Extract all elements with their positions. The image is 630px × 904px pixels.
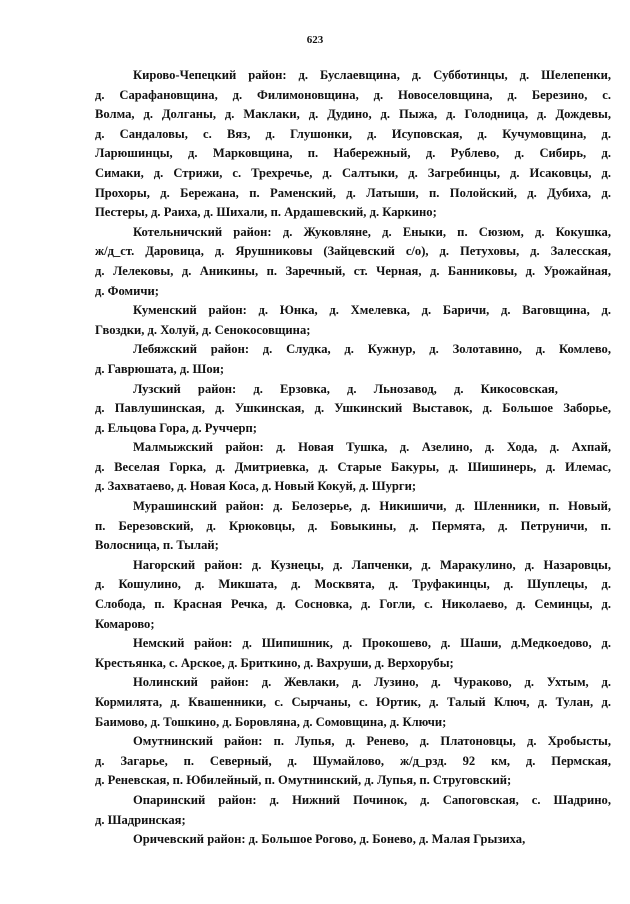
text-line: Кирово-Чепецкий район: д. Буслаевщина, д. Субботинцы, д. Шелепенки, — [133, 68, 611, 82]
text-line: Лебяжский район: д. Слудка, д. Кужнур, д. Золотавино, д. Комлево, — [133, 342, 611, 357]
text-line: Крестьянка, с. Арское, д. Бриткино, д. Вахруши, д. Верхорубы; — [95, 655, 454, 670]
document-body — [95, 66, 611, 850]
text-line: Омутнинский район: п. Лупья, д. Ренево, д. Платоновцы, д. Хробысты, — [133, 734, 611, 749]
text-line: д. Захватаево, д. Новая Коса, д. Новый Кокуй, д. Шурги; — [95, 479, 417, 494]
text-line: Симаки, д. Стрижи, с. Трехречье, д. Салтыки, д. Загребинцы, д. Исаковцы, д. — [95, 165, 611, 180]
text-line: д. Фомичи; — [95, 283, 159, 298]
text-line: д. Веселая Горка, д. Дмитриевка, д. Старые Бакуры, д. Шишинерь, д. Илемас, — [95, 459, 611, 474]
text-line: Пестеры, д. Раиха, д. Шихали, п. Ардашевский, д. Каркино; — [95, 205, 437, 220]
text-line: д. Павлушинская, д. Ушкинская, д. Ушкинский Выставок, д. Большое Заборье, — [95, 401, 611, 416]
text-line: д. Ельцова Гора, д. Руччерп; — [95, 420, 257, 435]
text-line: Нолинский район: д. Жевлаки, д. Лузино, д. Чураково, д. Ухтым, д. — [133, 675, 611, 690]
text-line: ж/д_ст. Даровица, д. Ярушниковы (Зайцевский с/о), д. Петуховы, д. Залесская, — [95, 244, 611, 259]
text-line: Кормилята, д. Квашенники, с. Сырчаны, с. Юртик, д. Талый Ключ, д. Тулан, д. — [95, 695, 611, 709]
text-line: Слобода, п. Красная Речка, д. Сосновка, д. Гогли, с. Николаево, д. Семинцы, д. — [95, 597, 611, 612]
text-line: Гвоздки, д. Холуй, д. Сенокосовщина; — [95, 322, 311, 337]
text-line: Волма, д. Долганы, д. Маклаки, д. Дудино, д. Пыжа, д. Голодница, д. Дождевы, — [95, 107, 611, 122]
text-line: Нагорский район: д. Кузнецы, д. Лапченки, д. Маракулино, д. Назаровцы, — [133, 557, 611, 572]
page-number: 623 — [306, 34, 324, 46]
text-line: Оричевский район: д. Большое Рогово, д. Бонево, д. Малая Грызиха, — [133, 832, 526, 847]
text-line: Баимово, д. Тошкино, д. Боровляна, д. Сомовщина, д. Ключи; — [95, 714, 447, 729]
text-line: Куменский район: д. Юнка, д. Хмелевка, д. Баричи, д. Ваговщина, д. — [133, 303, 611, 318]
text-line: Прохоры, д. Бережана, п. Раменский, д. Латыши, п. Полойский, д. Дубиха, д. — [95, 185, 611, 200]
text-line: Лузский район: д. Ерзовка, д. Льнозавод, д. Кикосовская, — [133, 381, 558, 396]
text-line: д. Шадринская; — [95, 812, 186, 827]
text-line: Мурашинский район: д. Белозерье, д. Никишичи, д. Шленники, п. Новый, — [133, 499, 611, 514]
text-line: д. Гаврюшата, д. Шои; — [95, 361, 225, 376]
text-line: Немский район: д. Шипишник, д. Прокошево, д. Шаши, д.Медкоедово, д. — [133, 636, 611, 651]
text-line: Волосница, п. Тылай; — [95, 538, 219, 553]
text-line: д. Реневская, п. Юбилейный, п. Омутнинский, д. Лупья, п. Струговский; — [95, 773, 512, 788]
text-line: д. Загарье, п. Северный, д. Шумайлово, ж/д_рзд. 92 км, д. Пермская, — [95, 753, 611, 768]
text-line: Котельничский район: д. Жуковляне, д. Еныки, п. Сюзюм, д. Кокушка, — [133, 224, 611, 239]
text-line: д. Кошулино, д. Микшата, д. Москвята, д. Труфакинцы, д. Шуплецы, д. — [95, 577, 611, 592]
text-line: Ларюшинцы, д. Марковщина, п. Набережный, д. Рублево, д. Сибирь, д. — [95, 146, 611, 161]
text-line: Комарово; — [95, 616, 155, 631]
text-line: Опаринский район: д. Нижний Починок, д. Сапоговская, с. Шадрино, — [133, 792, 611, 807]
text-line: д. Сандаловы, с. Вяз, д. Глушонки, д. Исуповская, д. Кучумовщина, д. — [95, 126, 611, 141]
text-line: Малмыжский район: д. Новая Тушка, д. Азелино, д. Хода, д. Ахпай, — [133, 440, 611, 455]
text-line: п. Березовский, д. Крюковцы, д. Бовыкины, д. Пермята, д. Петруничи, п. — [95, 518, 611, 533]
text-line: д. Сарафановщина, д. Филимоновщина, д. Новоселовщина, д. Березино, с. — [95, 87, 611, 102]
text-line: д. Лелековы, д. Аникины, п. Заречный, ст. Черная, д. Банниковы, д. Урожайная, — [95, 263, 611, 278]
